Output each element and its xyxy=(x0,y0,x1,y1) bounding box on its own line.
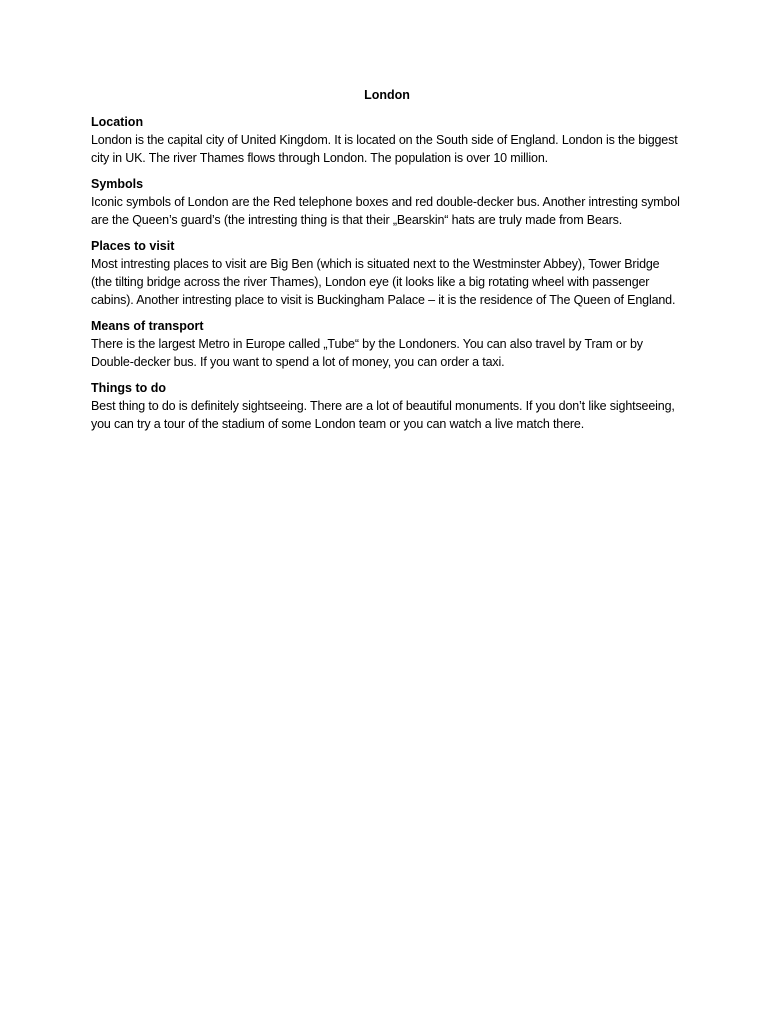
section-paragraph: Best thing to do is definitely sightseeing. There are a lot of beautiful monuments. If you don’t like sightseeing, you can try a tour of the stadium of some London team or you can watch a live match there. xyxy=(91,399,675,431)
section-heading: Things to do xyxy=(91,381,166,395)
section-means-of-transport xyxy=(91,317,683,371)
section-places-to-visit xyxy=(91,237,683,309)
section-paragraph: Iconic symbols of London are the Red telephone boxes and red double-decker bus. Another intresting symbol are the Queen’s guard’s (the intresting thing is that their „Bearskin“ hats are truly made from Bears. xyxy=(91,195,680,227)
document-title: London xyxy=(364,88,410,102)
section-location xyxy=(91,113,683,167)
section-things-to-do xyxy=(91,379,683,433)
section-paragraph: London is the capital city of United Kingdom. It is located on the South side of England. London is the biggest city in UK. The river Thames flows through London. The population is over 10 million. xyxy=(91,133,678,165)
section-heading: Means of transport xyxy=(91,319,204,333)
section-heading: Places to visit xyxy=(91,239,175,253)
section-paragraph: Most intresting places to visit are Big Ben (which is situated next to the Westminster Abbey), Tower Bridge (the tilting bridge across the river Thames), London eye (it looks like a big rotating wheel with passenger cabins). Another intresting place to visit is Buckingham Palace – it is the residence of The Queen of England. xyxy=(91,257,676,307)
section-heading: Symbols xyxy=(91,177,144,191)
document-content xyxy=(91,86,683,441)
section-heading: Location xyxy=(91,115,144,129)
section-symbols xyxy=(91,175,683,229)
section-paragraph: There is the largest Metro in Europe called „Tube“ by the Londoners. You can also travel by Tram or by Double-decker bus. If you want to spend a lot of money, you can order a taxi. xyxy=(91,337,643,369)
